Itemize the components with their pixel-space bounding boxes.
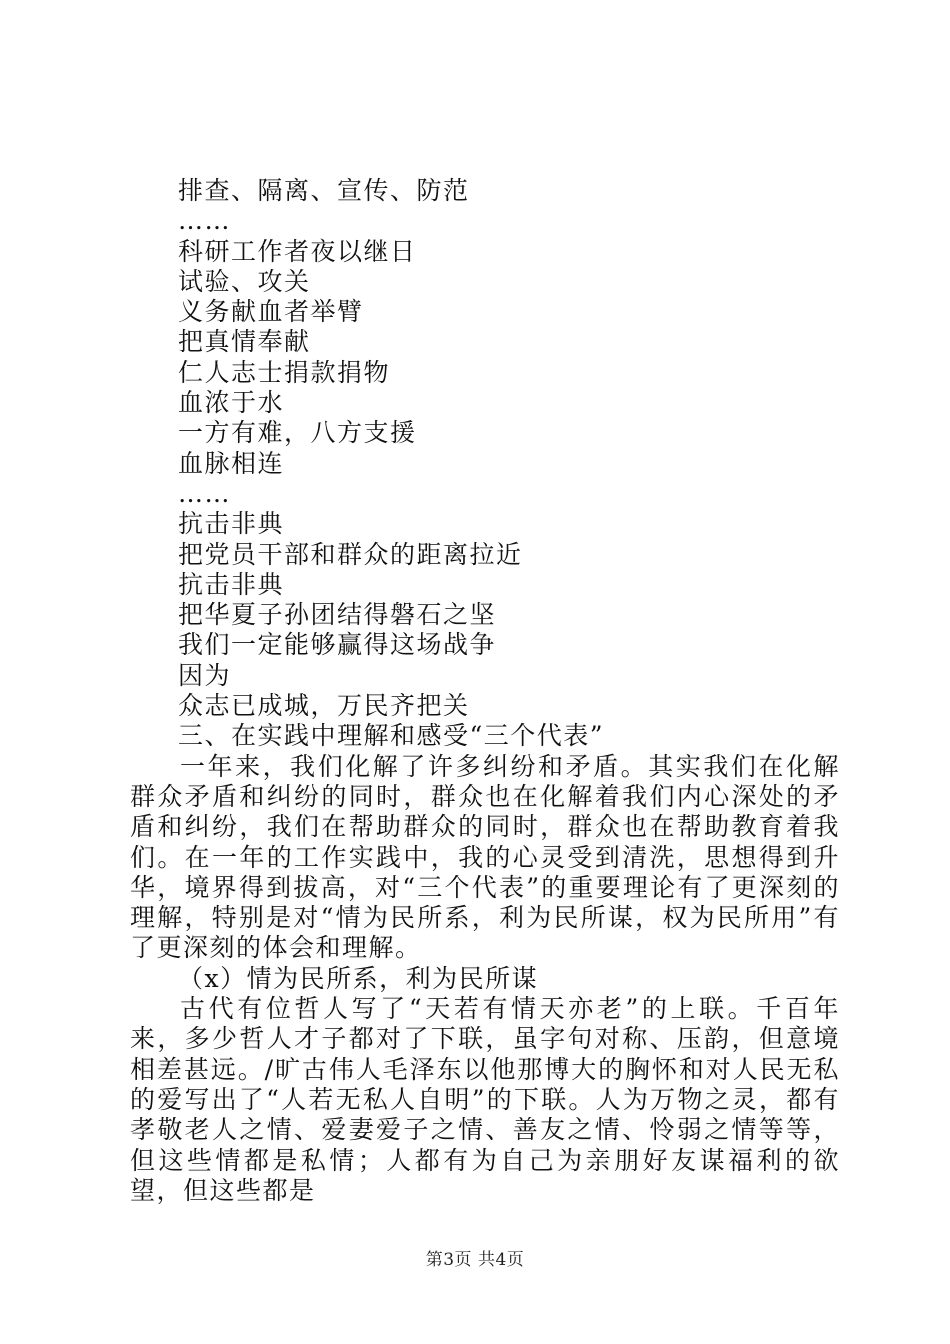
poem-line: 把华夏子孙团结得磐石之坚 [178, 600, 497, 630]
poem-line: 我们一定能够赢得这场战争 [178, 630, 497, 660]
subsection-heading: （x）情为民所系，利为民所谋 [178, 963, 539, 993]
poem-line: 抗击非典 [178, 509, 285, 539]
page-footer: 第3页 共4页 [425, 1250, 525, 1270]
poem-line: 排查、隔离、宣传、防范 [178, 176, 470, 205]
poem-line: 把真情奉献 [178, 327, 311, 357]
poem-line: 试验、攻关 [178, 266, 311, 296]
section-heading: 三、在实践中理解和感受“三个代表” [178, 721, 605, 751]
poem-line: …… [178, 478, 231, 508]
poem-line: 把党员干部和群众的距离拉近 [178, 539, 523, 569]
poem-line: 因为 [178, 660, 232, 690]
poem-line: 血脉相连 [178, 448, 285, 478]
poem-line: 科研工作者夜以继日 [178, 236, 417, 266]
poem-line: …… [178, 206, 231, 236]
body-paragraph: 一年来，我们化解了许多纠纷和矛盾。其实我们在化解群众矛盾和纠纷的同时，群众也在化解着我们内心深处的矛盾和纠纷，我们在帮助群众的同时，群众也在帮助教育着我们。在一年的工作实践中，我的心灵受到清洗，思想得到升华，境界得到拔高，对“三个代表”的重要理论有了更深刻的理解，特别是对“情为民所系，利为民所谋，权为民所用”有了更深刻的体会和理解。 [130, 751, 840, 963]
poem-line: 众志已成城，万民齐把关 [178, 691, 470, 721]
poem-line: 血浓于水 [178, 388, 285, 418]
poem-line: 义务献血者举臂 [178, 297, 364, 327]
body-paragraph: 古代有位哲人写了“天若有情天亦老”的上联。千百年来，多少哲人才子都对了下联，虽字句对称、压韵，但意境相差甚远。/旷古伟人毛泽东以他那博大的胸怀和对人民无私的爱写出了“人若无私人自明”的下联。人为万物之灵，都有孝敬老人之情、爱妻爱子之情、善友之情、怜弱之情等等，但这些情都是私情；人都有为自己为亲朋好友谋福利的欲望，但这些都是 [130, 994, 840, 1205]
poem-line: 抗击非典 [178, 569, 285, 599]
poem-line: 仁人志士捐款捐物 [178, 357, 391, 387]
poem-line: 一方有难，八方支援 [178, 418, 417, 448]
page-content [130, 176, 840, 1206]
